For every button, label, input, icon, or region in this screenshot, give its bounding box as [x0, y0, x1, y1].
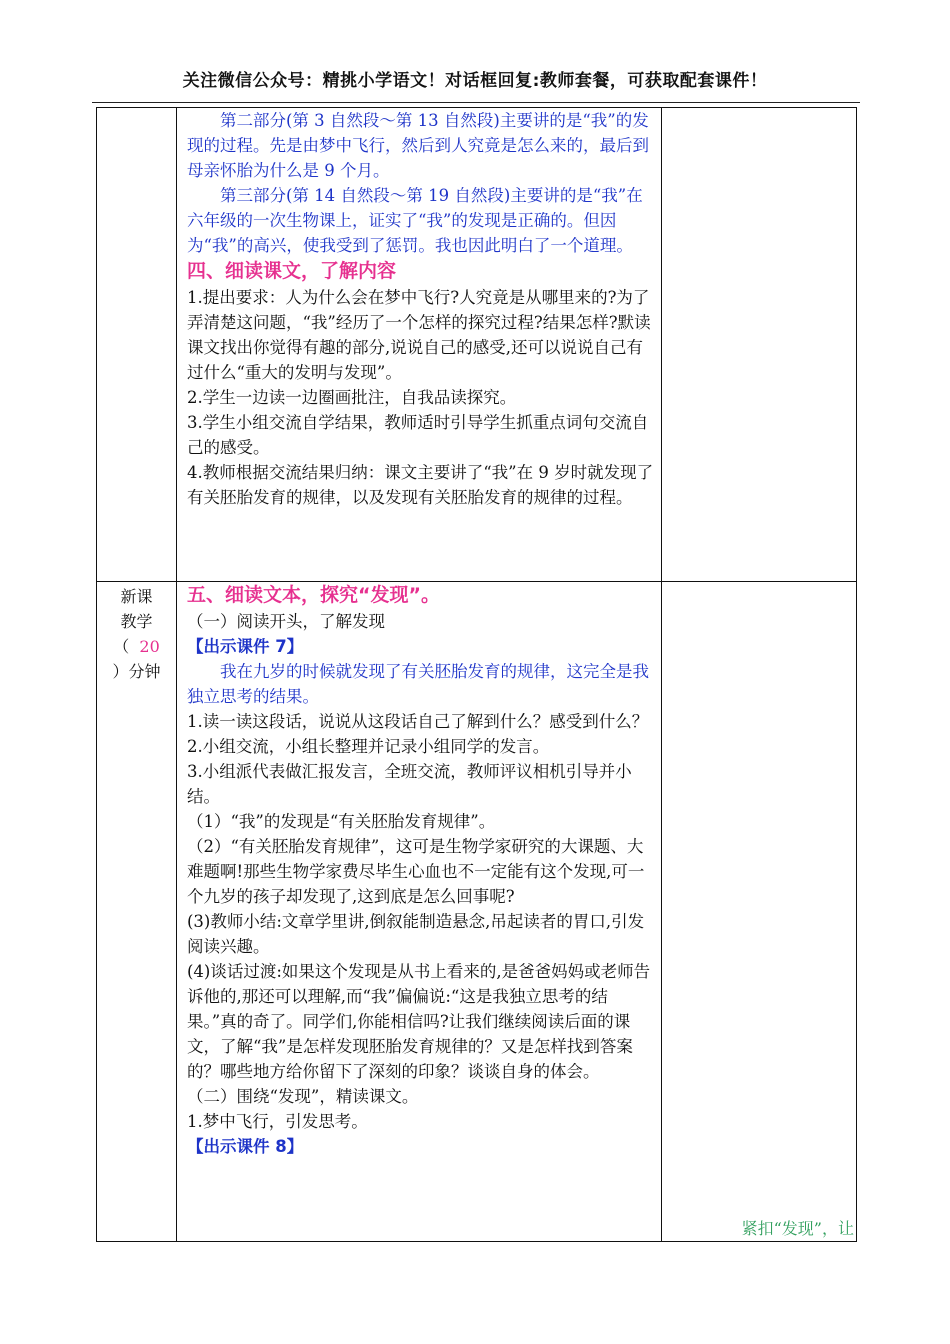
content-cell	[177, 582, 662, 1242]
step-item: 1.读一读这段话，说说从这段话自己了解到什么？感受到什么？	[187, 712, 649, 731]
step-item: 3.小组派代表做汇报发言，全班交流，教师评议相机引导并小结。	[187, 762, 632, 806]
section5-heading: 五、细读文本，探究“发现”。	[187, 584, 440, 606]
quote-text: 我在九岁的时候就发现了有关胚胎发育的规律，这完全是我独立思考的结果。	[187, 662, 649, 706]
header-divider	[92, 102, 860, 103]
side-cell	[97, 582, 177, 1242]
content-cell	[177, 108, 662, 582]
side-cell-empty	[97, 108, 177, 582]
notes-cell	[662, 582, 857, 1242]
point-item: （2）“有关胚胎发育规律”，这可是生物学家研究的大课题、大难题啊!那些生物学家费尽毕生心血也不一定能有这个发现,可一个九岁的孩子却发现了,这到底是怎么回事呢?	[187, 837, 645, 906]
step-item: 3.学生小组交流自学结果，教师适时引导学生抓重点词句交流自己的感受。	[187, 413, 649, 457]
paren-open: （	[113, 637, 130, 656]
point-item: (3)教师小结:文章学里讲,倒叙能制造悬念,吊起读者的胃口,引发阅读兴趣。	[187, 912, 645, 956]
side-label-line: 新课	[120, 587, 153, 606]
step-item: 2.学生一边读一边圈画批注，自我品读探究。	[187, 388, 517, 407]
notes-cell	[662, 108, 857, 582]
courseware-label: 【出示课件 8】	[187, 1137, 304, 1156]
time-minutes: 20	[139, 637, 160, 656]
table-row	[97, 582, 857, 1242]
subsection-title: （一）阅读开头，了解发现	[187, 612, 385, 631]
courseware-label: 【出示课件 7】	[187, 637, 304, 656]
section4-heading: 四、细读课文，了解内容	[187, 260, 397, 282]
step-item: 1.梦中飞行，引发思考。	[187, 1112, 368, 1131]
part2-summary: 第二部分(第 3 自然段～第 13 自然段)主要讲的是“我”的发现的过程。先是由梦中飞行，然后到人究竟是怎么来的，最后到母亲怀胎为什么是 9 个月。	[187, 111, 649, 180]
table-row	[97, 108, 857, 582]
side-label-line: 教学	[120, 612, 153, 631]
part3-summary: 第三部分(第 14 自然段～第 19 自然段)主要讲的是“我”在六年级的一次生物课上，证实了“我”的发现是正确的。但因为“我”的高兴，使我受到了惩罚。我也因此明白了一个道理。	[187, 186, 643, 255]
step-item: 2.小组交流，小组长整理并记录小组同学的发言。	[187, 737, 550, 756]
time-allocation	[97, 634, 176, 659]
point-item: (4)谈话过渡:如果这个发现是从书上看来的,是爸爸妈妈或老师告诉他的,那还可以理解,而“我”偏偏说:“这是我独立思考的结果。”真的奇了。同学们,你能相信吗?让我们继续阅读后面的课文，了解“我”是怎样发现胚胎发育规律的？又是怎样找到答案的？哪些地方给你留下了深刻的印象？谈谈自身的体会。	[187, 962, 651, 1081]
step-item: 4.教师根据交流结果归纳：课文主要讲了“我”在 9 岁时就发现了有关胚胎发育的规律，以及发现有关胚胎发育的规律的过程。	[187, 463, 654, 507]
lesson-plan-table	[96, 107, 857, 1242]
point-item: （1）“我”的发现是“有关胚胎发育规律”。	[187, 812, 496, 831]
subsection-title: （二）围绕“发现”，精读课文。	[187, 1087, 419, 1106]
margin-note: 紧扣“发现”，让	[741, 1219, 854, 1238]
page-header: 关注微信公众号：精挑小学语文！对话框回复:教师套餐，可获取配套课件！	[182, 71, 768, 91]
side-label-line: ）分钟	[112, 662, 161, 681]
step-item: 1.提出要求：人为什么会在梦中飞行?人究竟是从哪里来的?为了弄清楚这问题，“我”经历了一个怎样的探究过程?结果怎样?默读课文找出你觉得有趣的部分,说说自己的感受,还可以说说自己有过什么“重大的发明与发现”。	[187, 288, 651, 382]
